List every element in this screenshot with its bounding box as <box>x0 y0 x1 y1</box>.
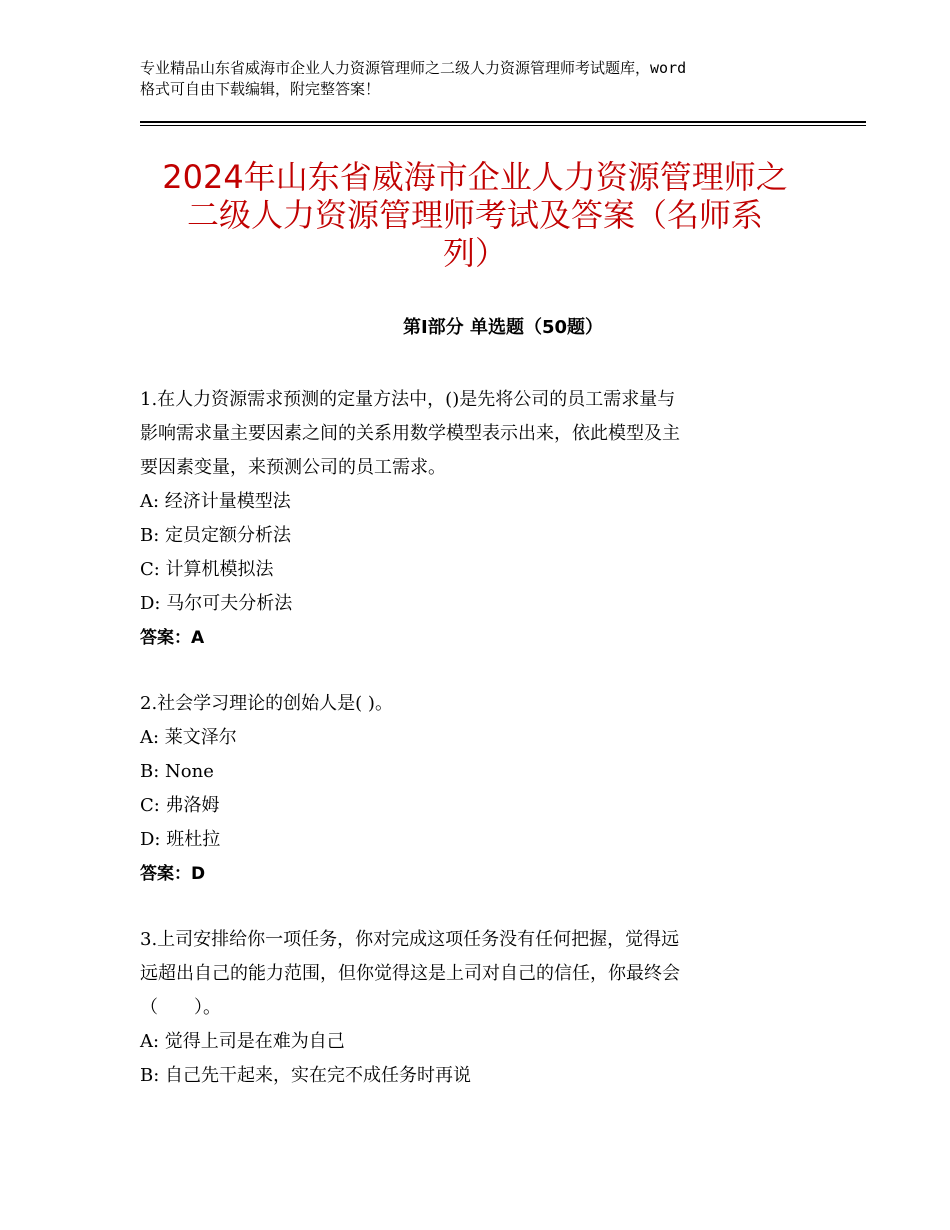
document-title-line-3: 列） <box>442 234 507 272</box>
answer-label: 答案：A <box>140 628 205 648</box>
question-stem-line: 2.社会学习理论的创始人是( )。 <box>140 693 393 714</box>
header-note-line-1: 专业精品山东省威海市企业人力资源管理师之二级人力资源管理师考试题库，word <box>140 59 687 77</box>
option-b: B: None <box>140 761 214 782</box>
question-1 <box>140 383 800 655</box>
question-stem-line: 要因素变量，来预测公司的员工需求。 <box>140 457 446 478</box>
option-a: A: 莱文泽尔 <box>140 727 237 748</box>
answer-label: 答案：D <box>140 864 206 884</box>
question-stem-line: 1.在人力资源需求预测的定量方法中，()是先将公司的员工需求量与 <box>140 389 676 410</box>
option-b: B: 自己先干起来，实在完不成任务时再说 <box>140 1065 472 1086</box>
option-b: B: 定员定额分析法 <box>140 525 292 546</box>
option-d: D: 马尔可夫分析法 <box>140 593 293 614</box>
question-stem-line: （ ）。 <box>140 997 221 1018</box>
header-note <box>140 58 840 100</box>
option-a: A: 觉得上司是在难为自己 <box>140 1031 345 1052</box>
option-d: D: 班杜拉 <box>140 829 221 850</box>
header-note-line-2: 格式可自由下载编辑，附完整答案！ <box>140 80 381 98</box>
section-title: 第Ⅰ部分 单选题（50题） <box>402 317 603 338</box>
header-divider-thin <box>140 125 866 126</box>
document-title-line-2: 二级人力资源管理师考试及答案（名师系 <box>186 196 763 234</box>
document-title <box>110 158 840 272</box>
question-stem-line: 3.上司安排给你一项任务，你对完成这项任务没有任何把握，觉得远 <box>140 929 680 950</box>
question-2 <box>140 687 800 891</box>
option-c: C: 计算机模拟法 <box>140 559 274 580</box>
question-list <box>140 383 800 1125</box>
option-c: C: 弗洛姆 <box>140 795 220 816</box>
option-a: A: 经济计量模型法 <box>140 491 291 512</box>
document-title-line-1: 2024年山东省威海市企业人力资源管理师之 <box>162 158 788 196</box>
question-stem-line: 远超出自己的能力范围，但你觉得这是上司对自己的信任，你最终会 <box>140 963 680 984</box>
header-divider-thick <box>140 121 866 123</box>
question-3 <box>140 923 800 1093</box>
question-stem-line: 影响需求量主要因素之间的关系用数学模型表示出来，依此模型及主 <box>140 423 680 444</box>
